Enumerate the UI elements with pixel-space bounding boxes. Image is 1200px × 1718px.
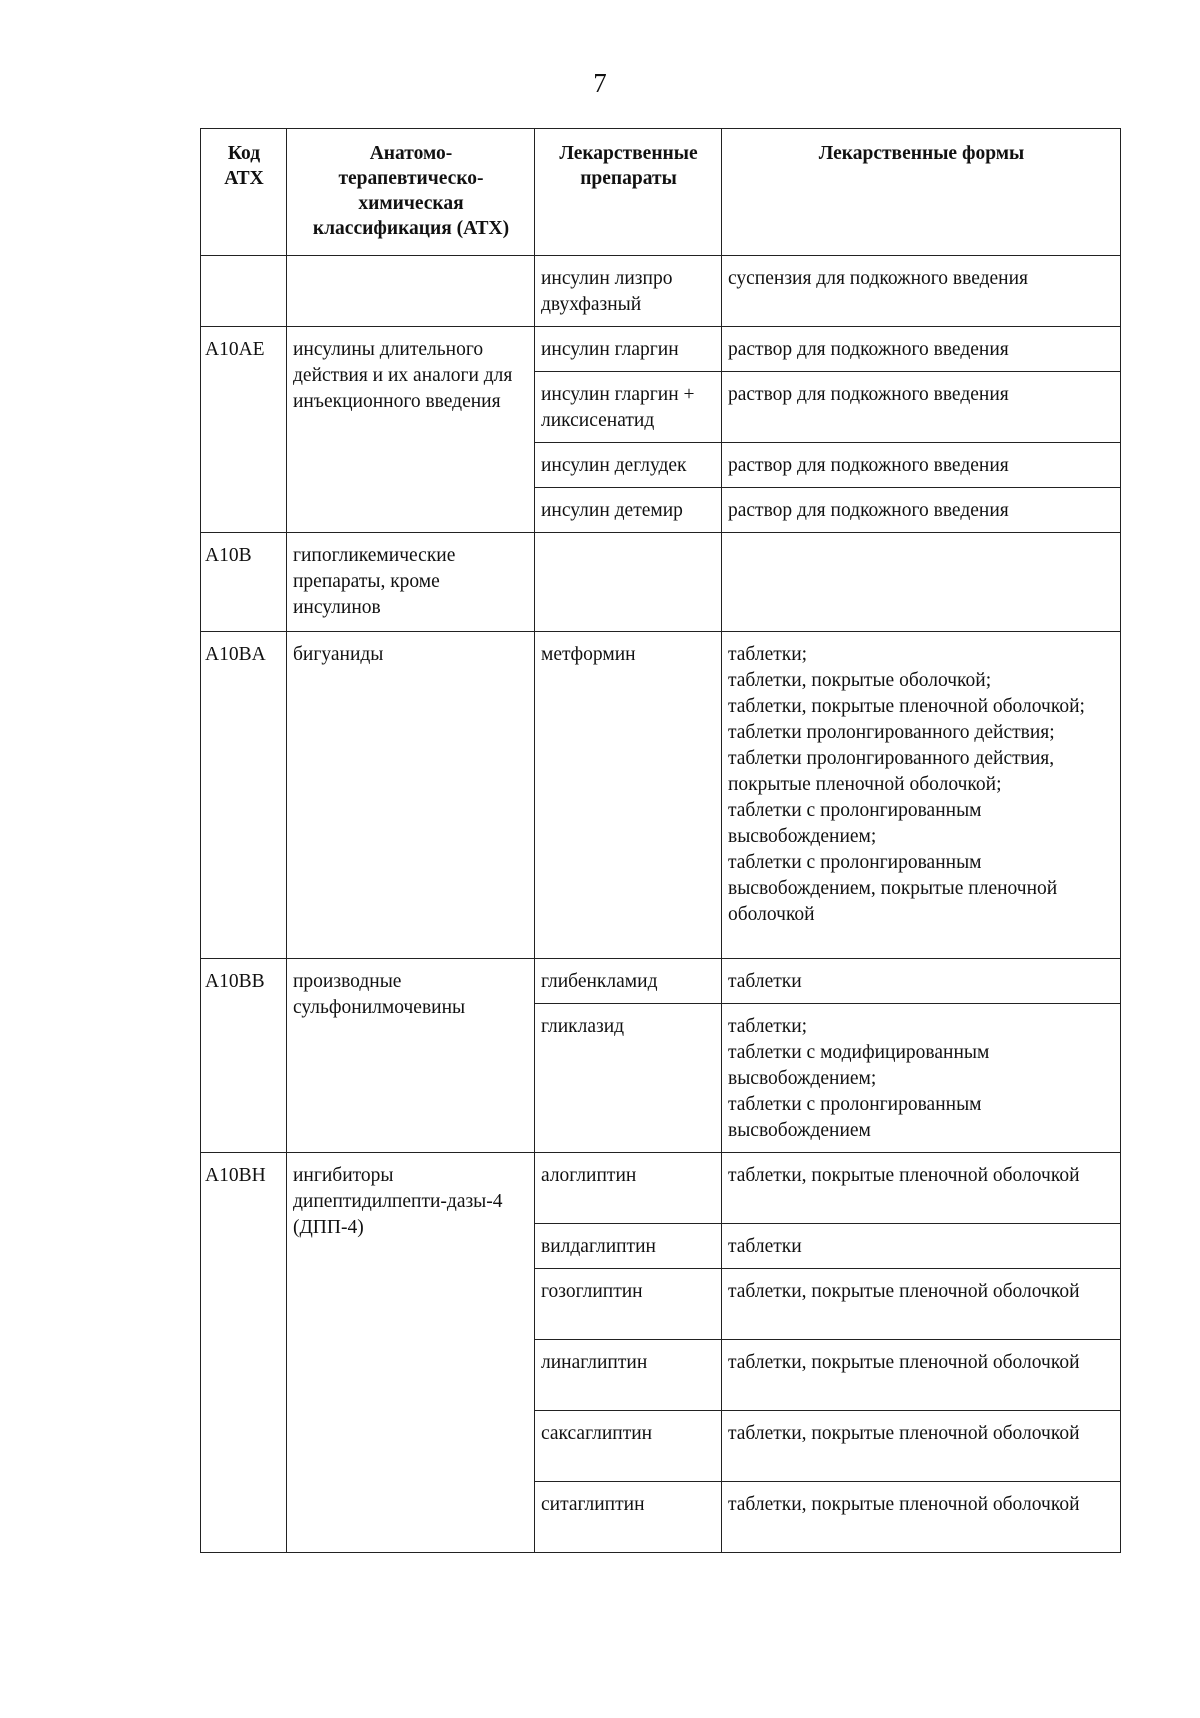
dosage-forms-cell: таблетки	[722, 959, 1121, 1004]
header-atc-code: Код АТХ	[201, 129, 287, 256]
dosage-forms-cell: таблетки; таблетки с модифицированным высвобождением; таблетки с пролонгированным высвобождением	[722, 1004, 1121, 1153]
drug-cell: инсулин гларгин	[535, 327, 722, 372]
drug-cell: глибенкламид	[535, 959, 722, 1004]
dosage-forms-cell: таблетки, покрытые пленочной оболочкой	[722, 1482, 1121, 1553]
atc-class-cell: бигуаниды	[287, 632, 535, 959]
table-row	[201, 959, 1121, 1004]
drug-cell: линаглиптин	[535, 1340, 722, 1411]
drug-cell: инсулин лизпро двухфазный	[535, 256, 722, 327]
drug-cell	[535, 533, 722, 632]
dosage-forms-cell: суспензия для подкожного введения	[722, 256, 1121, 327]
dosage-forms-cell: раствор для подкожного введения	[722, 327, 1121, 372]
header-drugs: Лекарственные препараты	[535, 129, 722, 256]
dosage-forms-cell: раствор для подкожного введения	[722, 443, 1121, 488]
drug-cell: алоглиптин	[535, 1153, 722, 1224]
drug-cell: метформин	[535, 632, 722, 959]
dosage-forms-cell: таблетки, покрытые пленочной оболочкой	[722, 1153, 1121, 1224]
atc-code-cell	[201, 256, 287, 327]
table-row	[201, 1153, 1121, 1224]
drug-cell: вилдаглиптин	[535, 1224, 722, 1269]
drug-cell: инсулин детемир	[535, 488, 722, 533]
drug-cell: ситаглиптин	[535, 1482, 722, 1553]
page-number: 7	[593, 68, 607, 98]
dosage-forms-cell: раствор для подкожного введения	[722, 488, 1121, 533]
dosage-forms-cell: таблетки, покрытые пленочной оболочкой	[722, 1269, 1121, 1340]
atc-code-cell: A10AE	[201, 327, 287, 533]
dosage-forms-cell: таблетки; таблетки, покрытые оболочкой; таблетки, покрытые пленочной оболочкой; таблетки пролонгированного действия; таблетки пролонгированного действия, покрытые пленочной оболочкой; таблетки с пролонгированным высвобождением; таблетки с пролонгированным высвобождением, покрытые пленочной оболочкой	[722, 632, 1121, 959]
atc-class-cell	[287, 256, 535, 327]
atc-code-cell: A10B	[201, 533, 287, 632]
dosage-forms-cell: таблетки	[722, 1224, 1121, 1269]
drug-cell: саксаглиптин	[535, 1411, 722, 1482]
drug-cell: инсулин деглудек	[535, 443, 722, 488]
atc-code-cell: A10BA	[201, 632, 287, 959]
table-row	[201, 533, 1121, 632]
table-row	[201, 256, 1121, 327]
atc-class-cell: инсулины длительного действия и их аналоги для инъекционного введения	[287, 327, 535, 533]
table-header-row	[201, 129, 1121, 256]
atc-code-cell: A10BH	[201, 1153, 287, 1553]
dosage-forms-cell	[722, 533, 1121, 632]
drug-cell: инсулин гларгин + ликсисенатид	[535, 372, 722, 443]
atc-code-cell: A10BB	[201, 959, 287, 1153]
dosage-forms-cell: таблетки, покрытые пленочной оболочкой	[722, 1340, 1121, 1411]
atc-class-cell: ингибиторы дипептидилпепти-дазы-4 (ДПП-4)	[287, 1153, 535, 1553]
atc-class-cell: производные сульфонилмочевины	[287, 959, 535, 1153]
atc-class-cell: гипогликемические препараты, кроме инсулинов	[287, 533, 535, 632]
header-dosage-forms: Лекарственные формы	[722, 129, 1121, 256]
drug-table	[200, 128, 1121, 1553]
drug-cell: гликлазид	[535, 1004, 722, 1153]
table-row	[201, 327, 1121, 372]
dosage-forms-cell: таблетки, покрытые пленочной оболочкой	[722, 1411, 1121, 1482]
drug-cell: гозоглиптин	[535, 1269, 722, 1340]
dosage-forms-cell: раствор для подкожного введения	[722, 372, 1121, 443]
header-atc-classification: Анатомо- терапевтическо- химическая классификация (АТХ)	[287, 129, 535, 256]
table-row	[201, 632, 1121, 959]
